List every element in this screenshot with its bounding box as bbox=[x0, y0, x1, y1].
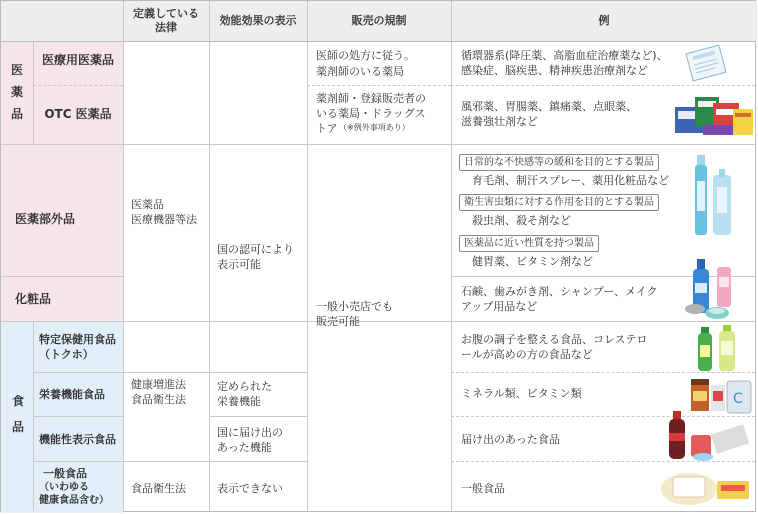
sales-rx-line2: 薬剤師のいる薬局 bbox=[316, 65, 404, 78]
cola-bottle-icon bbox=[665, 409, 751, 463]
category-rx-drug: 医療用医薬品 bbox=[41, 53, 114, 67]
prescription-envelope-icon bbox=[681, 43, 731, 83]
category-drug: 医 薬 品 bbox=[10, 63, 23, 121]
example-nutrition: ミネラル類、ビタミン類 bbox=[461, 387, 582, 400]
example-tokuho: お腹の調子を整える食品、コレステロ ールが高めの方の食品など bbox=[461, 333, 648, 361]
quasi-purpose-tag-3: 医薬品に近い性質を持つ製品 bbox=[459, 235, 599, 252]
category-otc-drug: OTC 医薬品 bbox=[44, 107, 112, 121]
effect-notified: 国に届け出の あった機能 bbox=[217, 426, 283, 454]
sales-general: 一般小売店でも 販売可能 bbox=[316, 300, 393, 328]
category-nutrition-food: 栄養機能食品 bbox=[39, 388, 105, 401]
category-cosmetics: 化粧品 bbox=[15, 292, 52, 306]
example-functional: 届け出のあった食品 bbox=[461, 433, 560, 446]
category-functional-food: 機能性表示食品 bbox=[39, 433, 116, 446]
category-food: 食 品 bbox=[11, 395, 24, 434]
tofu-icon bbox=[659, 465, 753, 509]
example-rx: 循環器系(降圧薬、高脂血症治療薬など)、 感染症、脳疾患、精神疾患治療剤など bbox=[461, 49, 668, 77]
sales-rx-line1: 医師の処方に従う。 bbox=[316, 49, 415, 62]
sales-otc-note: （※例外事項あり） bbox=[339, 123, 410, 132]
quasi-items-1: 育毛剤、制汗スプレー、薬用化粧品など bbox=[472, 174, 670, 187]
effect-none: 表示できない bbox=[217, 482, 283, 495]
quasi-purpose-tag-1: 日常的な不快感等の緩和を目的とする製品 bbox=[459, 154, 659, 171]
medicine-boxes-icon bbox=[673, 95, 755, 139]
law-pharma: 医薬品 医療機器等法 bbox=[131, 198, 197, 226]
tea-bottles-icon bbox=[695, 323, 745, 373]
quasi-purpose-tag-2: 衛生害虫類に対する作用を目的とする製品 bbox=[459, 194, 659, 211]
category-tokuho: 特定保健用食品 （トクホ） bbox=[39, 333, 116, 361]
svg-text:C: C bbox=[733, 391, 743, 407]
effect-approved: 国の認可により 表示可能 bbox=[217, 243, 294, 271]
header-effect: 効能効果の表示 bbox=[209, 1, 307, 41]
quasi-items-3: 健胃薬、ビタミン剤など bbox=[472, 255, 593, 268]
quasi-items-2: 殺虫剤、殺そ剤など bbox=[472, 214, 571, 227]
spray-bottles-icon bbox=[691, 151, 741, 241]
example-otc: 風邪薬、胃腸薬、鎮痛薬、点眼薬、 滋養強壮剤など bbox=[461, 100, 637, 128]
law-health: 健康増進法 食品衛生法 bbox=[131, 378, 186, 406]
example-cosmetics: 石鹸、歯みがき剤、シャンプー、メイク アップ用品など bbox=[461, 285, 658, 313]
category-quasi-drug: 医薬部外品 bbox=[15, 212, 76, 226]
cosmetics-bottles-icon bbox=[683, 257, 741, 321]
sales-otc: 薬剤師・登録販売者の いる薬局・ドラッグス トア bbox=[316, 92, 426, 135]
category-general-food-note: （いわゆる 健康食品含む） bbox=[39, 482, 109, 506]
header-law: 定義している 法律 bbox=[123, 1, 209, 41]
category-general-food: 一般食品 bbox=[43, 467, 87, 480]
law-food: 食品衛生法 bbox=[131, 482, 186, 495]
header-example: 例 bbox=[451, 1, 757, 41]
header-blank bbox=[1, 1, 123, 41]
example-general: 一般食品 bbox=[461, 482, 505, 495]
header-sales: 販売の規制 bbox=[307, 1, 451, 41]
effect-defined: 定められた 栄養機能 bbox=[217, 380, 272, 408]
